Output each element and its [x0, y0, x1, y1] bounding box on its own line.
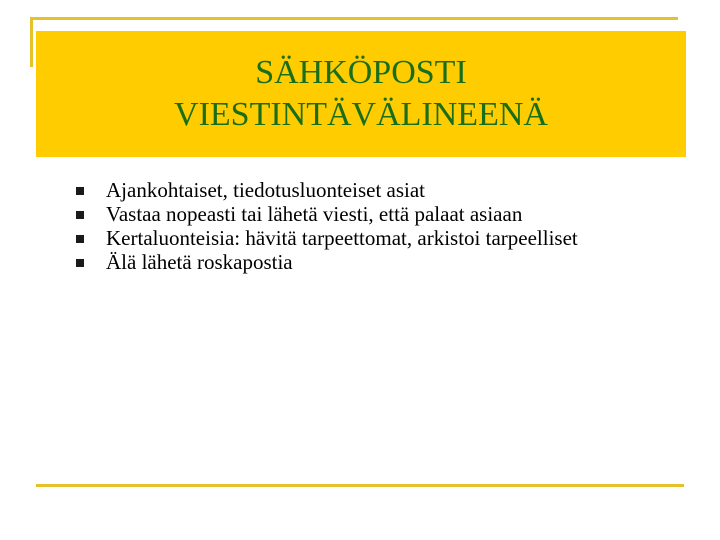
slide-title: SÄHKÖPOSTI VIESTINTÄVÄLINEENÄ	[174, 54, 548, 133]
top-accent-line	[30, 17, 678, 20]
square-bullet-icon	[76, 259, 84, 267]
bullet-item	[76, 226, 676, 250]
left-accent-line	[30, 17, 33, 67]
bullet-list	[76, 178, 676, 274]
bullet-item	[76, 178, 676, 202]
bullet-item	[76, 250, 676, 274]
square-bullet-icon	[76, 235, 84, 243]
bullet-text: Ajankohtaiset, tiedotusluonteiset asiat	[106, 178, 426, 202]
title-band	[36, 31, 686, 157]
bullet-text: Vastaa nopeasti tai lähetä viesti, että palaat asiaan	[106, 202, 523, 226]
square-bullet-icon	[76, 187, 84, 195]
square-bullet-icon	[76, 211, 84, 219]
bullet-text: Älä lähetä roskapostia	[106, 250, 293, 274]
bullet-item	[76, 202, 676, 226]
bullet-text: Kertaluonteisia: hävitä tarpeettomat, arkistoi tarpeelliset	[106, 226, 578, 250]
bottom-accent-line	[36, 484, 684, 487]
